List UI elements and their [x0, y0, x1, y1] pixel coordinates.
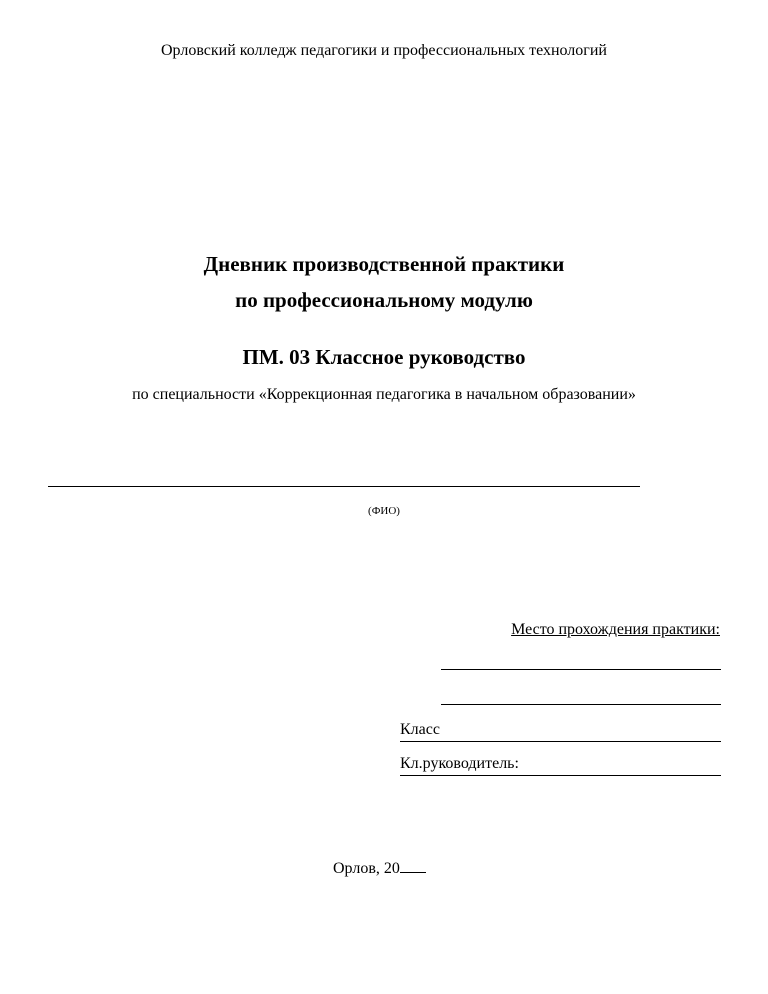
class-label: Класс: [400, 721, 440, 738]
module-title: ПМ. 03 Классное руководство: [242, 345, 526, 369]
class-teacher-field: [400, 755, 721, 776]
college-name: Орловский колледж педагогики и профессиональных технологий: [161, 42, 607, 59]
city-year: [333, 858, 426, 878]
class-teacher-label: Кл.руководитель:: [400, 755, 519, 772]
specialty-text: по специальности «Коррекционная педагогика в начальном образовании»: [132, 386, 636, 403]
fio-caption: (ФИО): [368, 505, 400, 517]
city-year-text: Орлов, 20: [333, 860, 400, 877]
fio-fill-line: [48, 486, 640, 487]
practice-place-line-1: [441, 669, 721, 670]
year-blank-line: [400, 858, 426, 873]
diary-subtitle: по профессиональному модулю: [235, 288, 533, 312]
practice-place-label: Место прохождения практики:: [511, 621, 720, 638]
diary-title: Дневник производственной практики: [203, 252, 565, 276]
practice-place-line-2: [441, 704, 721, 705]
class-field: [400, 721, 721, 742]
